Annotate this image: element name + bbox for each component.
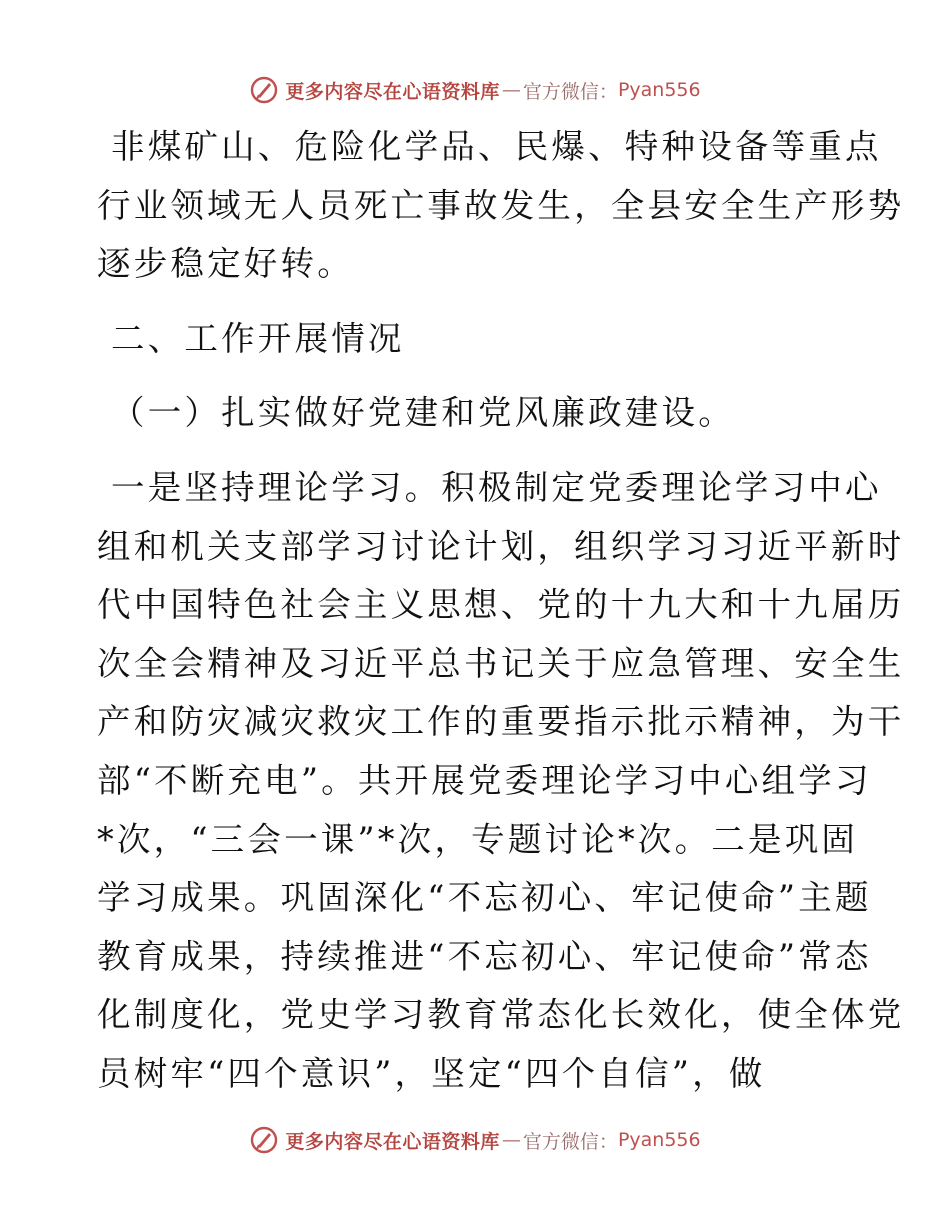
section-heading [97,310,857,369]
text-line: 非煤矿山、危险化学品、民爆、特种设备等重点 [111,127,882,166]
footer-watermark [0,1120,950,1160]
watermark-separator: — [501,79,521,101]
text-line: 化制度化，党史学习教育常态化长效化，使全体党 [97,995,905,1035]
watermark-separator: — [501,1129,521,1151]
text-line: 学习成果。巩固深化“不忘初心、牢记使命”主题 [97,878,872,918]
text-line: 产和防灾减灾救灾工作的重要指示批示精神，为干 [97,702,905,742]
paragraph-intro-continuation [97,118,905,294]
text-line: 次全会精神及习近平总书记关于应急管理、安全生 [97,643,905,683]
text-line: 组和机关支部学习讨论计划，组织学习习近平新时 [97,526,905,566]
watermark-wechat-id: Pyan556 [617,1129,701,1151]
text-line: 代中国特色社会主义思想、党的十九大和十九届历 [97,585,905,625]
watermark-site-text: 更多内容尽在心语资料库 [285,80,500,103]
text-line: 一是坚持理论学习。积极制定党委理论学习中心 [111,467,882,507]
header-watermark [0,70,950,110]
text-line: 行业领域无人员死亡事故发生，全县安全生产形势 [97,185,905,225]
text-line: 员树牢“四个意识”，坚定“四个自信”，做 [97,1053,766,1093]
paragraph-body [97,459,905,1104]
watermark-label: 官方微信： [522,80,618,103]
heading-line: 二、工作开展情况 [111,318,405,358]
feather-pen-logo-icon [249,75,279,105]
text-line: 教育成果，持续推进“不忘初心、牢记使命”常态 [97,936,872,976]
subsection-heading [97,384,857,443]
text-line: *次，“三会一课”*次，专题讨论*次。二是巩固 [97,819,859,859]
watermark-wechat-id: Pyan556 [617,79,701,101]
document-body [97,118,905,1104]
watermark-site-text: 更多内容尽在心语资料库 [285,1130,500,1153]
text-line: 逐步稳定好转。 [97,244,354,284]
text-line: 部“不断充电”。共开展党委理论学习中心组学习 [97,760,872,800]
watermark-label: 官方微信： [522,1130,618,1153]
feather-pen-logo-icon [249,1125,279,1155]
subheading-line: （一）扎实做好党建和党风廉政建设。 [111,393,735,433]
